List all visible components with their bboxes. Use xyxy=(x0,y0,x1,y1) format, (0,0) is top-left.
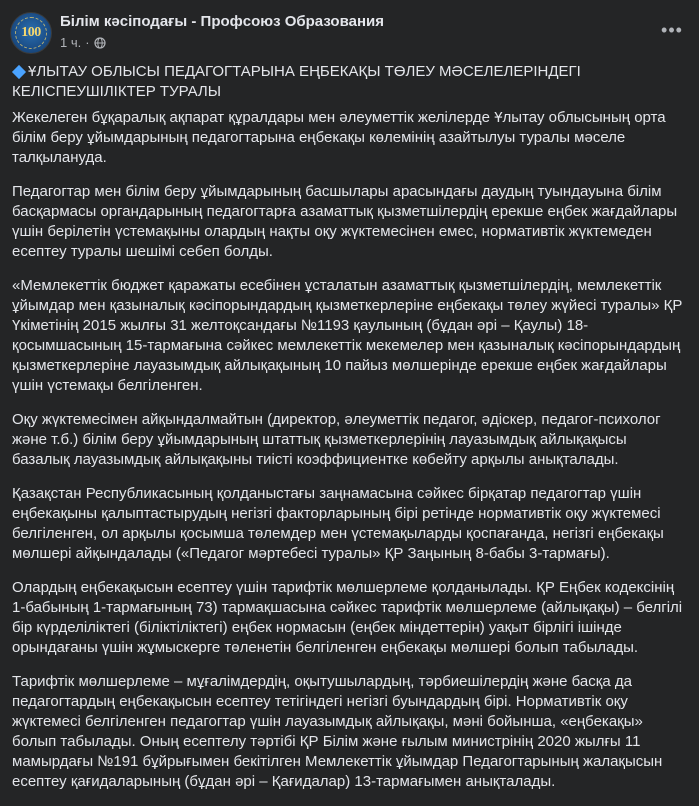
avatar-logo-text: 100 xyxy=(21,25,41,40)
post-paragraph: Тарифтік мөлшерлеме – мұғалімдердің, оқытушылардың, тәрбиешілердің және басқа да педагогтардың еңбекақысын есептеу тетігіндегі негізгі буындардың бірі. Нормативтік оқу жүктемесі белгіленген педагогтар үшін лауазымдық айлықақы, мәні бойынша, «еңбекақы» болып табылады. Оның есептелу тәртібі ҚР Білім және ғылым министрінің 2020 жылғы 11 мамырдағы №191 бұйрығымен бекітілген Мемлекеттік ұйымдар Педагогтарының жалақысын есептеу қағидаларының (бұдан әрі – Қағидалар) 13-тармағымен анықталады. xyxy=(12,673,663,790)
more-options-button[interactable] xyxy=(656,18,688,42)
post-body xyxy=(12,108,684,806)
author-name[interactable]: Білім кәсіподағы - Профсоюз Образования xyxy=(60,13,384,30)
globe-icon xyxy=(94,37,106,49)
more-horizontal-icon: ••• xyxy=(661,19,683,40)
post-paragraph: Олардың еңбекақысын есептеу үшін тарифтік мөлшерлеме қолданылады. ҚР Еңбек кодексінің 1-бабының 1-тармағының 73) тармақшасына сәйкес тарифтік мөлшерлеме (айлықақы) – белгілі бір күрделіліктегі (біліктіліктегі) еңбек нормасын (еңбек міндеттерін) уақыт бірлігі ішінде орындағаны үшін жұмыскерге төленетін белгіленген еңбекақы мөлшері болып табылады. xyxy=(12,579,683,656)
post-paragraph: Педагогтар мен білім беру ұйымдарының басшылары арасындағы даудың туындауына білім басқармасы органдарының педагогтарға азаматтық қызметшілердің ерекше еңбек жағдайлары үшін берілетін үстемақыны олардың нақты оқу жүктемесінен емес, нормативтік жүктемеден есептеу туралы шешімі себеп болды. xyxy=(12,183,678,260)
meta-separator: · xyxy=(85,35,90,50)
post-paragraph: «Мемлекеттік бюджет қаражаты есебінен ұсталатын азаматтық қызметшілердің, мемлекеттік ұйымдар мен қазыналық кәсіпорындардың қызметкерлеріне еңбекақы төлеу жүйесі туралы» ҚР Үкіметінің 2015 жылғы 31 желтоқсандағы №1193 қаулының (бұдан әрі – Қаулы) 18-қосымшасының 15-тармағына сәйкес мемлекеттік мекемелер мен қазыналық кәсіпорындардың қызметкерлеріне лауазымдық айлықақының 10 пайыз мөлшерінде ерекше еңбек жағдайлары үшін үстемақы белгіленген. xyxy=(12,277,683,394)
post-meta xyxy=(60,35,106,50)
post-title xyxy=(12,62,682,102)
post-paragraph: Қазақстан Республикасының қолданыстағы заңнамасына сәйкес бірқатар педагогтар үшін еңбекақыны қалыптастырудың негізгі факторларының бірі ретінде нормативтік оқу жүктемесі белгіленген, ол арқылы қосымша төлемдер мен үстемақыларды қоспағанда, негізгі еңбекақы мөлшері айқындалады («Педагог мәртебесі туралы» ҚР Заңының 8-бабы 3-тармағы). xyxy=(12,485,664,562)
post-time[interactable]: 1 ч. xyxy=(60,35,82,50)
blue-diamond-icon xyxy=(12,64,26,78)
post-paragraph: Оқу жүктемесімен айқындалмайтын (директор, әлеуметтік педагог, әдіскер, педагог-психолог және т.б.) білім беру ұйымдарының штаттық қызметкерлерінің лауазымдық айлықақысы базалық лауазымдық айлықақыны тиісті коэффициентке көбейту арқылы анықталады. xyxy=(12,411,661,468)
post-paragraph: Жекелеген бұқаралық ақпарат құралдары мен әлеуметтік желілерде Ұлытау облысының орта білім беру ұйымдарының педагогтарына еңбекақы көлемінің азайтылуы туралы мәселе талқылануда. xyxy=(12,109,666,166)
page-avatar[interactable] xyxy=(10,12,52,54)
post-title-text: ҰЛЫТАУ ОБЛЫСЫ ПЕДАГОГТАРЫНА ЕҢБЕКАҚЫ ТӨЛЕУ МӘСЕЛЕЛЕРІНДЕГІ КЕЛІСПЕУШІЛІКТЕР ТУРАЛЫ xyxy=(12,63,581,100)
post-header xyxy=(10,10,690,56)
